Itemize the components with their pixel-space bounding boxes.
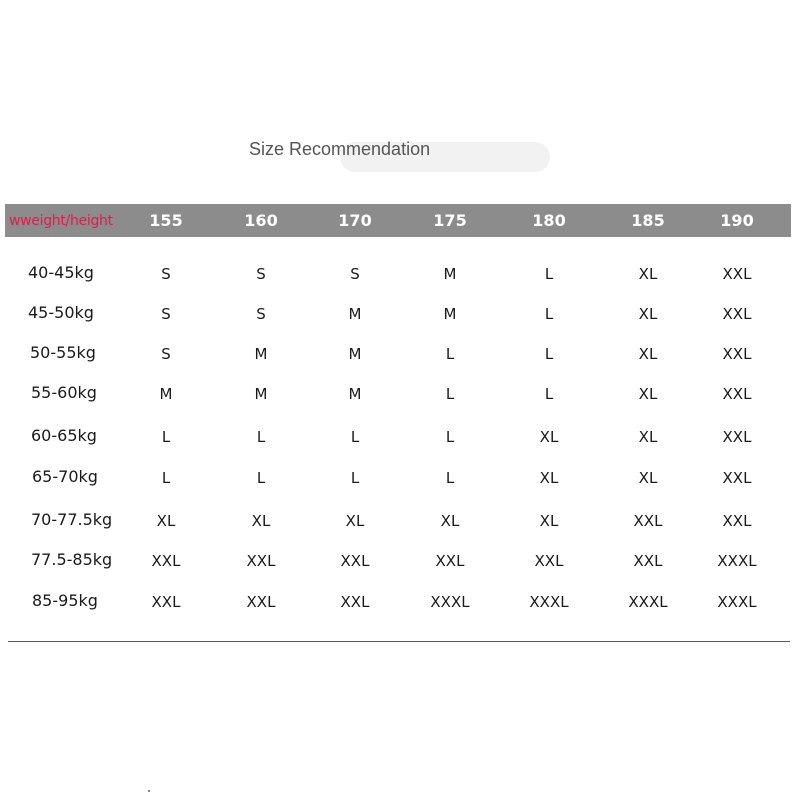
- size-cell: XL: [638, 265, 658, 283]
- size-cell: L: [445, 345, 455, 363]
- column-header-180: 180: [532, 211, 566, 230]
- column-header-185: 185: [631, 211, 665, 230]
- size-cell: L: [256, 428, 266, 446]
- size-cell: M: [443, 265, 457, 283]
- row-label-weight: 55-60kg: [31, 383, 97, 402]
- size-cell: M: [159, 385, 173, 403]
- size-cell: L: [445, 469, 455, 487]
- size-cell: XXL: [633, 512, 663, 530]
- corner-label: wweight/height: [9, 213, 113, 229]
- row-label-weight: 50-55kg: [30, 343, 96, 362]
- size-cell: L: [544, 265, 554, 283]
- table-bottom-rule: [8, 641, 790, 642]
- row-label-weight: 85-95kg: [32, 591, 98, 610]
- size-cell: XL: [638, 305, 658, 323]
- size-cell: XL: [440, 512, 460, 530]
- size-cell: XL: [251, 512, 271, 530]
- column-header-190: 190: [720, 211, 754, 230]
- size-cell: M: [348, 385, 362, 403]
- size-cell: XXL: [340, 552, 370, 570]
- size-cell: M: [254, 345, 268, 363]
- size-cell: S: [256, 265, 266, 283]
- row-label-weight: 70-77.5kg: [31, 510, 113, 529]
- size-cell: XXL: [151, 593, 181, 611]
- size-cell: L: [161, 428, 171, 446]
- size-cell: XXXL: [628, 593, 668, 611]
- size-cell: L: [350, 428, 360, 446]
- row-label-weight: 40-45kg: [28, 263, 94, 282]
- chart-title: Size Recommendation: [249, 139, 431, 159]
- size-cell: L: [161, 469, 171, 487]
- size-cell: XXL: [722, 512, 752, 530]
- size-cell: S: [161, 265, 171, 283]
- size-cell: S: [161, 305, 171, 323]
- size-cell: XL: [638, 385, 658, 403]
- size-cell: L: [256, 469, 266, 487]
- table-header: [5, 204, 791, 237]
- size-cell: S: [256, 305, 266, 323]
- size-cell: XXL: [151, 552, 181, 570]
- size-cell: XXL: [246, 593, 276, 611]
- size-cell: M: [254, 385, 268, 403]
- size-cell: XXXL: [717, 593, 757, 611]
- size-cell: XXL: [246, 552, 276, 570]
- row-label-weight: 77.5-85kg: [31, 550, 113, 569]
- size-cell: XXXL: [529, 593, 569, 611]
- size-cell: XXL: [340, 593, 370, 611]
- size-cell: L: [445, 385, 455, 403]
- column-header-175: 175: [433, 211, 467, 230]
- column-header-170: 170: [338, 211, 372, 230]
- size-cell: XXL: [722, 265, 752, 283]
- size-cell: XXL: [633, 552, 663, 570]
- size-cell: XL: [638, 345, 658, 363]
- size-cell: XXL: [722, 345, 752, 363]
- size-cell: XXXL: [430, 593, 470, 611]
- size-cell: XXXL: [717, 552, 757, 570]
- size-cell: S: [161, 345, 171, 363]
- size-cell: L: [445, 428, 455, 446]
- stray-dot: [148, 790, 150, 792]
- size-cell: XL: [345, 512, 365, 530]
- row-label-weight: 45-50kg: [28, 303, 94, 322]
- size-cell: XL: [638, 469, 658, 487]
- size-cell: L: [544, 305, 554, 323]
- size-cell: S: [350, 265, 360, 283]
- size-cell: XL: [156, 512, 176, 530]
- size-cell: XXL: [722, 385, 752, 403]
- size-cell: XXL: [722, 428, 752, 446]
- size-cell: XXL: [722, 469, 752, 487]
- size-cell: XXL: [722, 305, 752, 323]
- size-cell: XL: [539, 512, 559, 530]
- row-label-weight: 65-70kg: [32, 467, 98, 486]
- size-cell: XL: [539, 469, 559, 487]
- size-cell: XL: [539, 428, 559, 446]
- size-cell: L: [350, 469, 360, 487]
- size-cell: XXL: [534, 552, 564, 570]
- size-cell: L: [544, 345, 554, 363]
- size-cell: L: [544, 385, 554, 403]
- size-cell: M: [348, 345, 362, 363]
- size-cell: XL: [638, 428, 658, 446]
- size-cell: M: [443, 305, 457, 323]
- size-cell: M: [348, 305, 362, 323]
- size-cell: XXL: [435, 552, 465, 570]
- column-header-160: 160: [244, 211, 278, 230]
- row-label-weight: 60-65kg: [31, 426, 97, 445]
- column-header-155: 155: [149, 211, 183, 230]
